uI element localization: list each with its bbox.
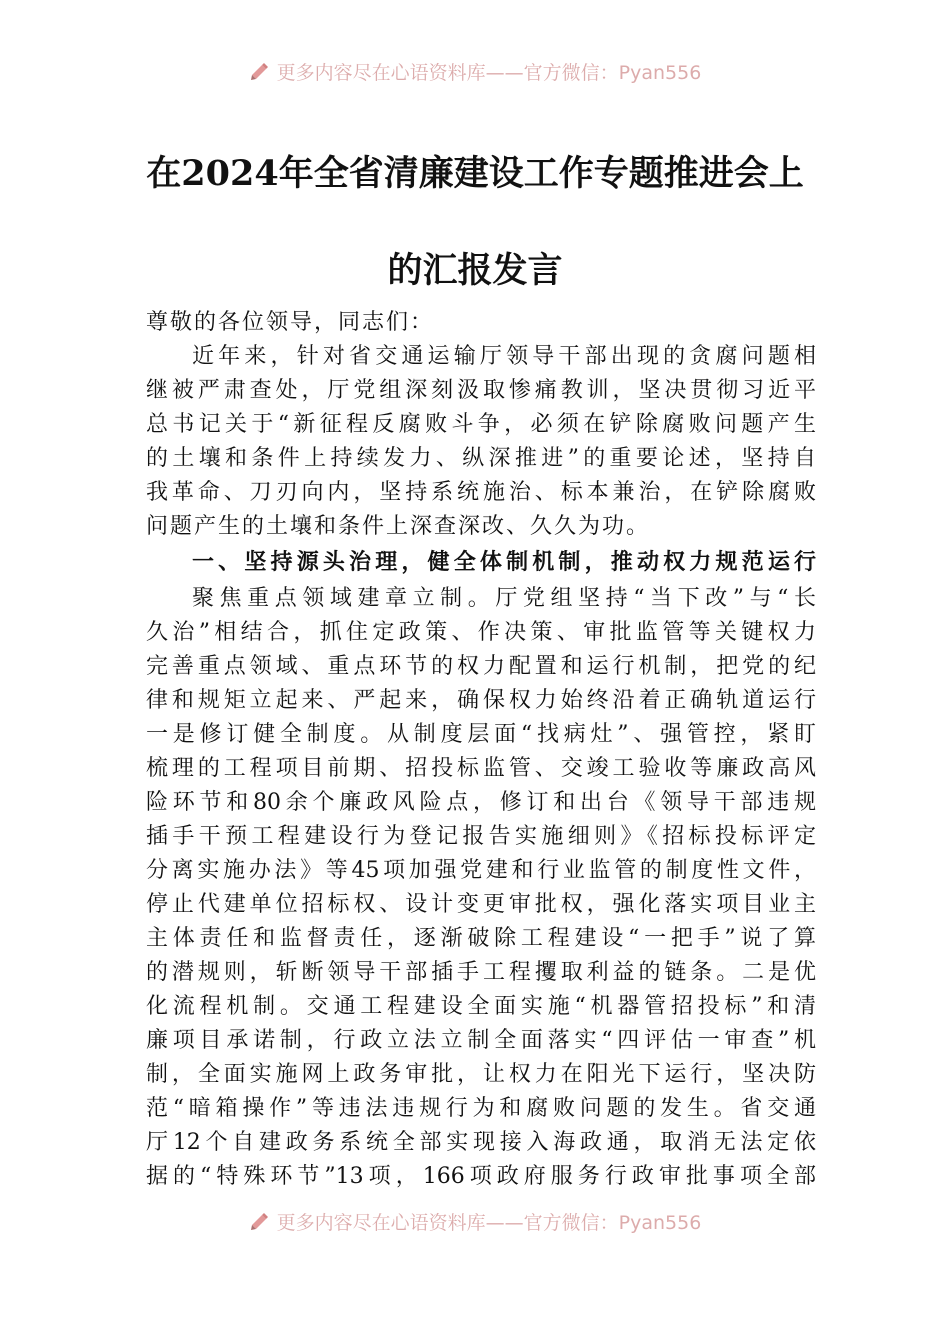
- salutation: 尊敬的各位领导，同志们：: [146, 310, 435, 335]
- text-line: 厅12个自建政务系统全部实现接入海政通，取消无法定依: [146, 1130, 816, 1155]
- text-line: 聚焦重点领域建章立制。厅党组坚持“当下改”与“长: [192, 586, 816, 611]
- text-line: 总书记关于“新征程反腐败斗争，必须在铲除腐败问题产生: [146, 412, 816, 437]
- text-line: 化流程机制。交通工程建设全面实施“机器管招投标”和清: [146, 994, 816, 1019]
- text-line: 我革命、刀刃向内，坚持系统施治、标本兼治，在铲除腐败: [146, 480, 816, 505]
- text-line: 插手干预工程建设行为登记报告实施细则》《招标投标评定: [146, 824, 816, 849]
- pen-logo-icon: [249, 60, 271, 82]
- text-line: 范“暗箱操作”等违法违规行为和腐败问题的发生。省交通: [146, 1096, 816, 1121]
- pen-logo-icon: [249, 1210, 271, 1232]
- text-line: 继被严肃查处，厅党组深刻汲取惨痛教训，坚决贯彻习近平: [146, 378, 816, 403]
- text-line: 主体责任和监督责任，逐渐破除工程建设“一把手”说了算: [146, 926, 816, 951]
- text-line: 廉项目承诺制，行政立法立制全面落实“四评估一审查”机: [146, 1028, 816, 1053]
- text-line: 的潜规则，斩断领导干部插手工程攫取利益的链条。二是优: [146, 960, 816, 985]
- text-line: 停止代建单位招标权、设计变更审批权，强化落实项目业主: [146, 892, 816, 917]
- document-title-line-1: 在2024年全省清廉建设工作专题推进会上: [146, 153, 804, 194]
- watermark-banner-top: [0, 56, 950, 86]
- text-line: 完善重点领域、重点环节的权力配置和运行机制，把党的纪: [146, 654, 816, 679]
- text-line: 梳理的工程项目前期、招投标监管、交竣工验收等廉政高风: [146, 756, 816, 781]
- text-line: 据的“特殊环节”13项，166项政府服务行政审批事项全部: [146, 1164, 816, 1189]
- watermark-text: 更多内容尽在心语资料库——官方微信：Pyan556: [276, 1211, 702, 1234]
- text-line: 近年来，针对省交通运输厅领导干部出现的贪腐问题相: [192, 344, 816, 369]
- watermark-text: 更多内容尽在心语资料库——官方微信：Pyan556: [276, 61, 702, 84]
- text-line: 的土壤和条件上持续发力、纵深推进”的重要论述，坚持自: [146, 446, 816, 471]
- text-line: 一是修订健全制度。从制度层面“找病灶”、强管控，紧盯: [146, 722, 816, 747]
- text-line: 律和规矩立起来、严起来，确保权力始终沿着正确轨道运行: [146, 688, 816, 713]
- text-line: 久治”相结合，抓住定政策、作决策、审批监管等关键权力: [146, 620, 816, 645]
- text-line: 制，全面实施网上政务审批，让权力在阳光下运行，坚决防: [146, 1062, 816, 1087]
- watermark-banner-bottom: [0, 1206, 950, 1236]
- text-line: 问题产生的土壤和条件上深查深改、久久为功。: [146, 514, 651, 539]
- document-title-line-2: 的汇报发言: [387, 250, 563, 291]
- section-heading: 一、坚持源头治理，健全体制机制，推动权力规范运行: [192, 550, 816, 575]
- text-line: 险环节和80余个廉政风险点，修订和出台《领导干部违规: [146, 790, 816, 815]
- text-line: 分离实施办法》等45项加强党建和行业监管的制度性文件，: [146, 858, 816, 883]
